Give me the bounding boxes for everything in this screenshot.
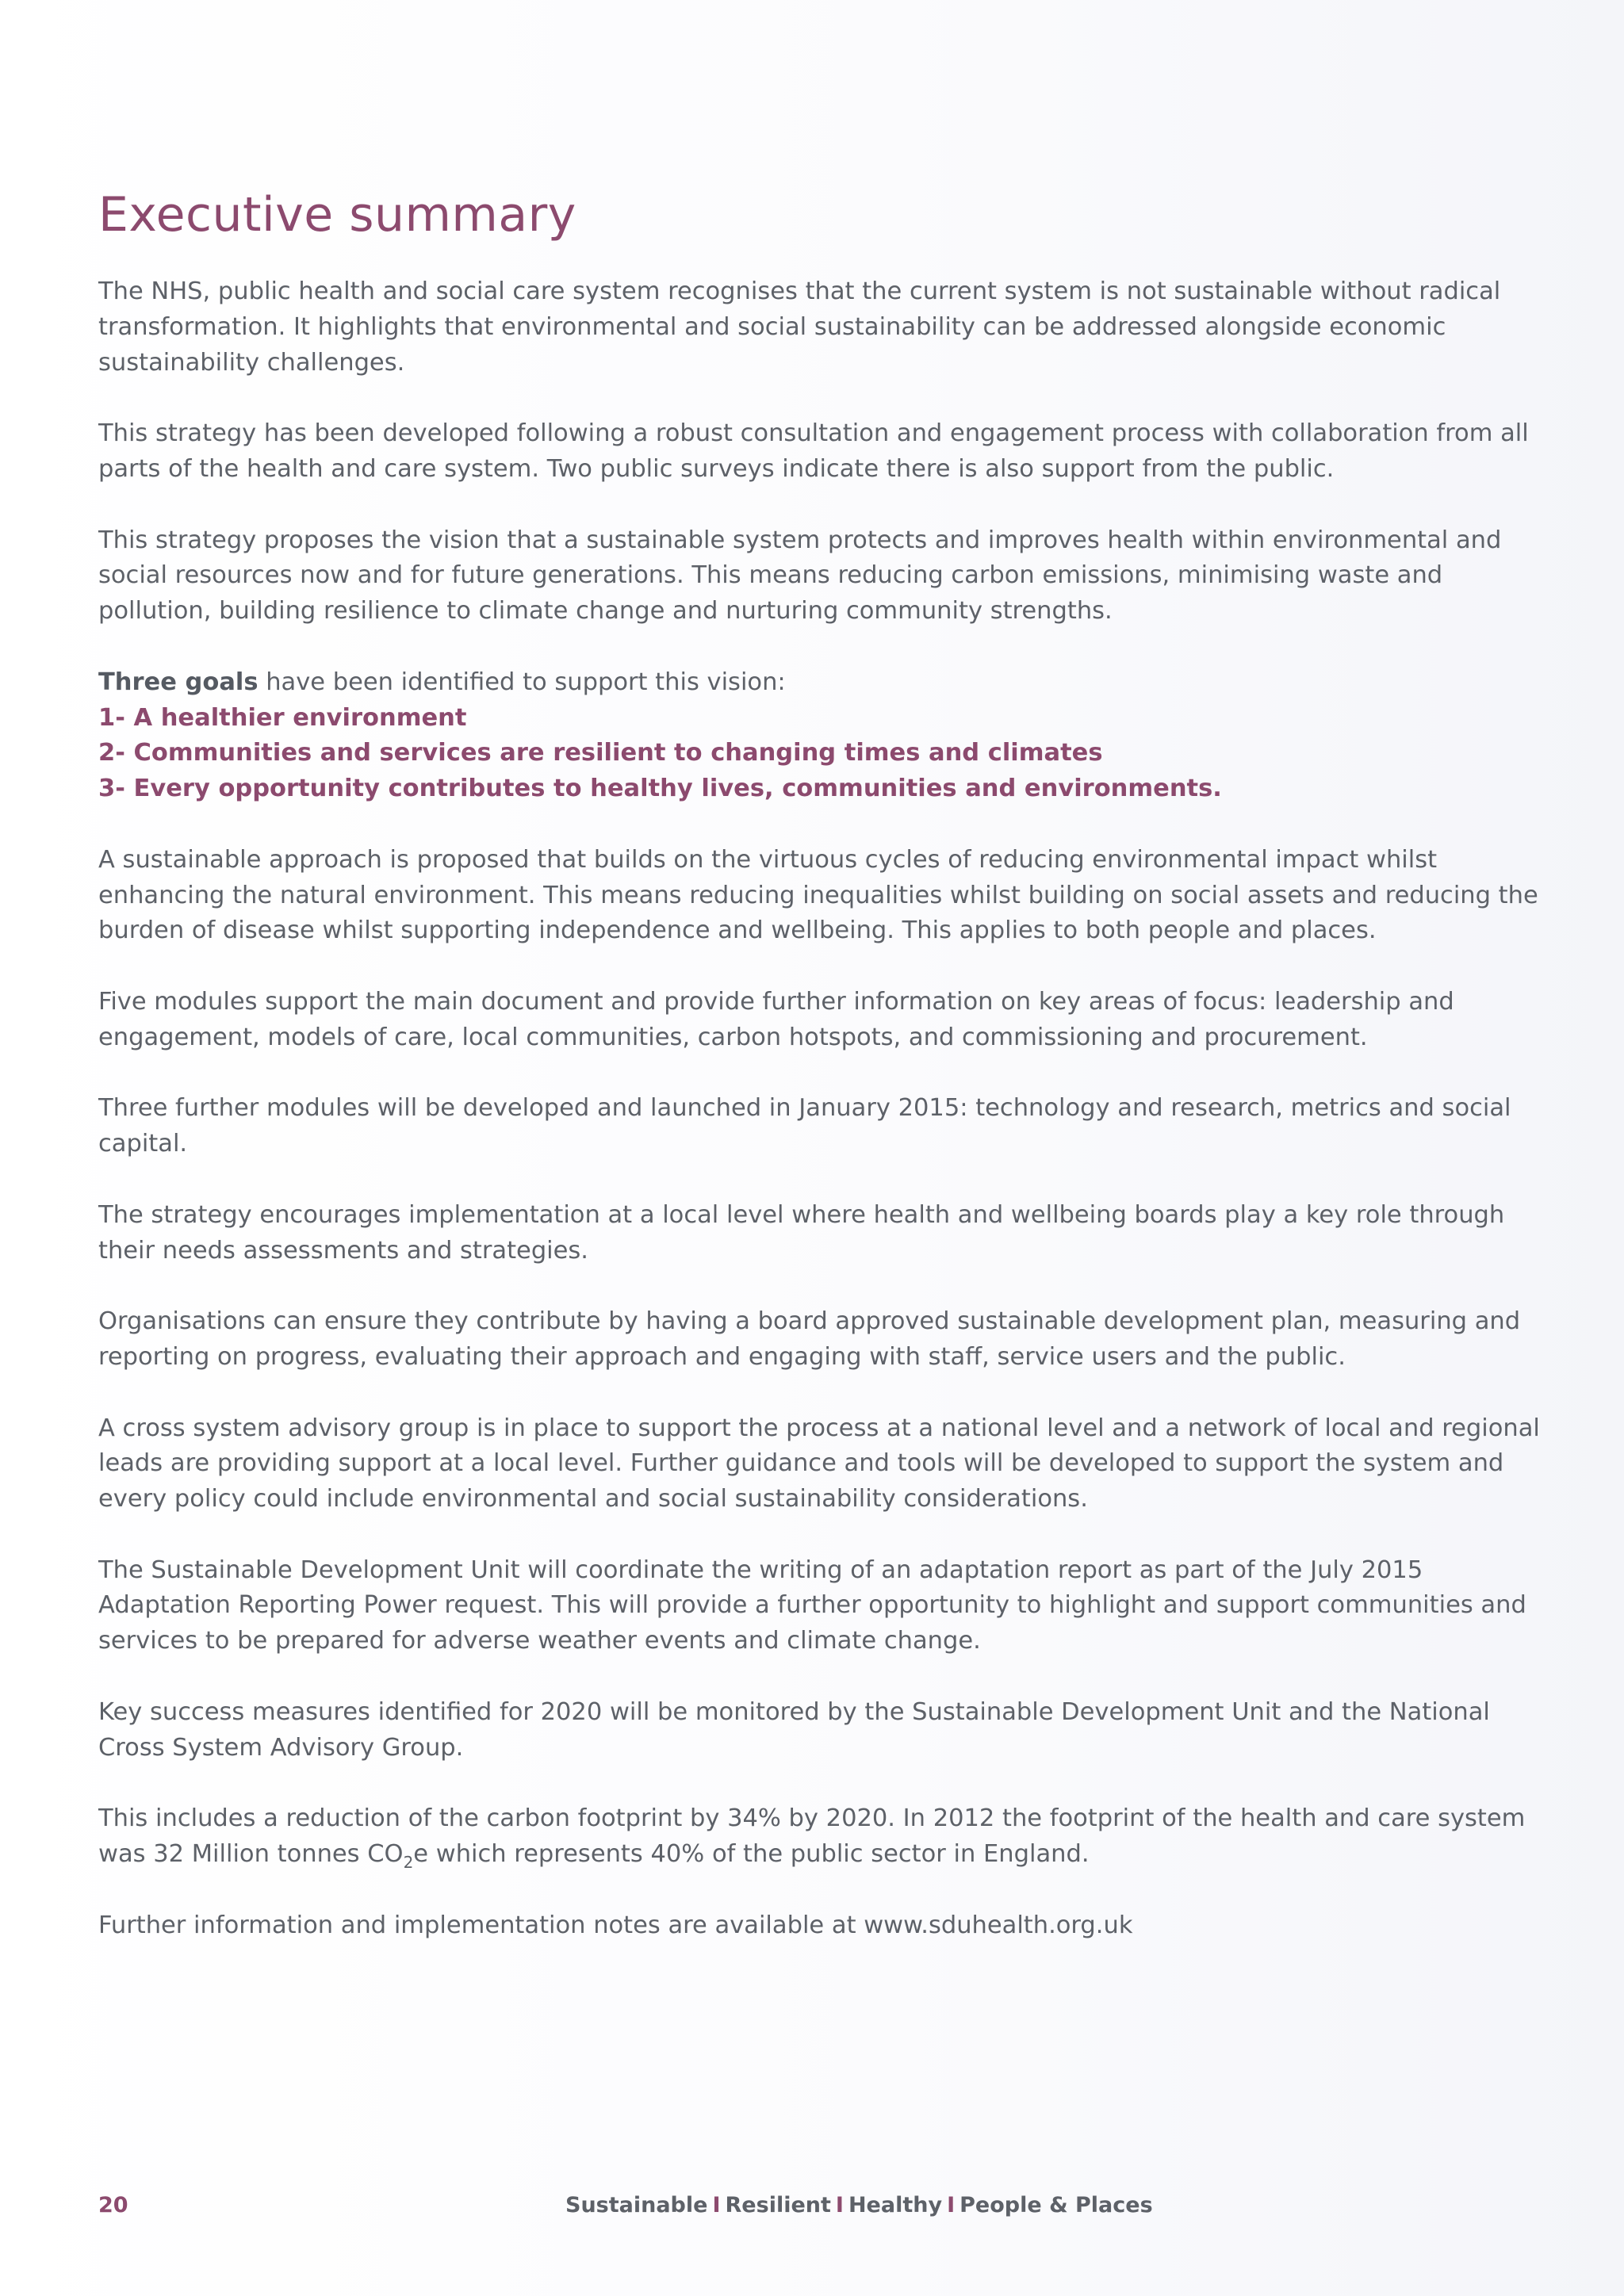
paragraph-success-measures: Key success measures identified for 2020 will be monitored by the Sustainable Development Unit and the National Cross System Advisory Group.	[98, 1697, 1490, 1762]
carbon-text-part1: This includes a reduction of the carbon footprint by 34% by 2020. In 2012 the footprint of the health and care system was 32 Million tonnes CO	[98, 1804, 1526, 1869]
page-content	[98, 187, 1542, 1979]
co2-subscript: 2	[403, 1853, 414, 1873]
paragraph-advisory-group: A cross system advisory group is in place to support the process at a national level and a network of local and regional leads are providing support at a local level. Further guidance and tools will be developed to support the system and every policy could include environmental and social sustainability considerations.	[98, 1414, 1540, 1513]
paragraph-approach: A sustainable approach is proposed that builds on the virtuous cycles of reducing environmental impact whilst enhancing the natural environment. This means reducing inequalities whilst building on social assets and reducing the burden of disease whilst supporting independence and wellbeing. This applies to both people and places.	[98, 845, 1538, 945]
goal-item-1: 1- A healthier environment	[98, 703, 467, 732]
strap-separator: I	[835, 2193, 844, 2218]
goal-item-2: 2- Communities and services are resilient to changing times and climates	[98, 739, 1103, 767]
strap-separator: I	[947, 2193, 956, 2218]
paragraph-implementation: The strategy encourages implementation at a local level where health and wellbeing boards play a key role through their needs assessments and strategies.	[98, 1200, 1505, 1265]
footer-strapline	[565, 2193, 1153, 2218]
paragraph-adaptation-report: The Sustainable Development Unit will coordinate the writing of an adaptation report as part of the July 2015 Adaptation Reporting Power request. This will provide a further opportunity to highlight and support communities and services to be prepared for adverse weather events and climate change.	[98, 1556, 1526, 1655]
goals-intro	[98, 668, 786, 696]
paragraph-modules: Five modules support the main document and provide further information on key areas of focus: leadership and engagement, models of care, local communities, carbon hotspots, and commissioning and procurement.	[98, 987, 1454, 1051]
paragraph-intro: The NHS, public health and social care system recognises that the current system is not sustainable without radical transformation. It highlights that environmental and social sustainability can be addressed alongside economic sustainability challenges.	[98, 277, 1501, 377]
page-number: 20	[98, 2193, 128, 2218]
strap-item-resilient: Resilient	[725, 2193, 831, 2218]
paragraph-organisations: Organisations can ensure they contribute by having a board approved sustainable development plan, measuring and reporting on progress, evaluating their approach and engaging with staff, service users and the public.	[98, 1307, 1521, 1371]
paragraph-carbon-footprint	[98, 1801, 1542, 1873]
strap-separator: I	[712, 2193, 721, 2218]
carbon-text-part2: e which represents 40% of the public sector in England.	[413, 1840, 1090, 1869]
goals-intro-bold: Three goals	[98, 668, 259, 696]
strap-item-sustainable: Sustainable	[565, 2193, 708, 2218]
paragraph-consultation: This strategy has been developed following a robust consultation and engagement process with collaboration from all parts of the health and care system. Two public surveys indicate there is also support from the public.	[98, 419, 1529, 483]
goal-item-3: 3- Every opportunity contributes to healthy lives, communities and environments.	[98, 775, 1222, 803]
goals-intro-rest: have been identified to support this vision:	[258, 668, 786, 696]
paragraph-further-info: Further information and implementation notes are available at www.sduhealth.org.uk	[98, 1911, 1133, 1939]
paragraph-further-modules: Three further modules will be developed and launched in January 2015: technology and research, metrics and social capital.	[98, 1094, 1511, 1158]
paragraph-vision: This strategy proposes the vision that a sustainable system protects and improves health within environmental and social resources now and for future generations. This means reducing carbon emissions, minimising waste and pollution, building resilience to climate change and nurturing community strengths.	[98, 526, 1502, 626]
page-footer	[0, 2193, 1624, 2225]
strap-item-healthy: Healthy	[848, 2193, 943, 2218]
goals-block	[98, 665, 1542, 807]
strap-item-people-places: People & Places	[959, 2193, 1153, 2218]
page-title: Executive summary	[98, 187, 576, 243]
